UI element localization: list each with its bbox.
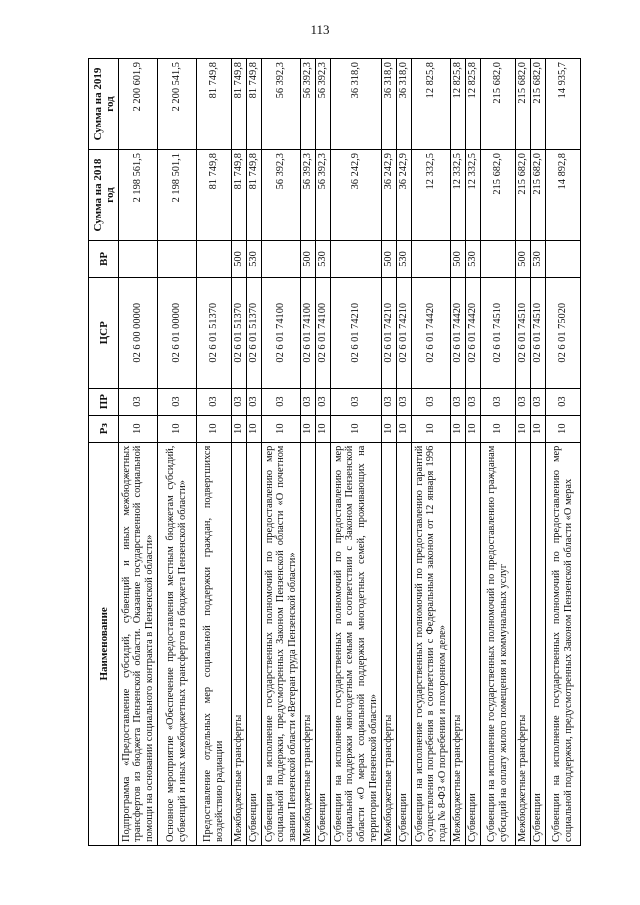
row-name: Субвенции — [531, 442, 546, 845]
row-csr: 02 6 01 75020 — [546, 277, 581, 388]
row-rz: 10 — [516, 415, 531, 442]
table-header-row — [89, 59, 119, 846]
row-sum-2018: 36 242,9 — [331, 150, 382, 241]
table-row — [382, 59, 397, 846]
row-rz: 10 — [262, 415, 301, 442]
row-sum-2018: 14 892,8 — [546, 150, 581, 241]
table-row — [397, 59, 412, 846]
row-rz: 10 — [232, 415, 247, 442]
row-rz: 10 — [382, 415, 397, 442]
row-rz: 10 — [451, 415, 466, 442]
row-sum-2018: 215 682,0 — [531, 150, 546, 241]
row-vr: 500 — [451, 241, 466, 278]
table-row — [197, 59, 232, 846]
row-pr: 03 — [119, 388, 158, 415]
row-rz: 10 — [466, 415, 481, 442]
table-row — [412, 59, 451, 846]
row-name: Субвенции — [247, 442, 262, 845]
row-csr: 02 6 01 74420 — [451, 277, 466, 388]
row-sum-2019: 36 318,0 — [331, 59, 382, 150]
row-vr: 530 — [247, 241, 262, 278]
row-vr — [481, 241, 516, 278]
header-pr: ПР — [89, 388, 119, 415]
row-sum-2018: 12 332,5 — [412, 150, 451, 241]
row-pr: 03 — [397, 388, 412, 415]
row-pr: 03 — [382, 388, 397, 415]
row-rz: 10 — [481, 415, 516, 442]
header-sum-2019: Сумма на 2019 год — [89, 59, 119, 150]
row-sum-2018: 36 242,9 — [397, 150, 412, 241]
table-row — [232, 59, 247, 846]
row-vr: 500 — [232, 241, 247, 278]
row-rz: 10 — [546, 415, 581, 442]
row-sum-2018: 2 198 501,1 — [158, 150, 197, 241]
row-vr — [412, 241, 451, 278]
row-rz: 10 — [397, 415, 412, 442]
table-row — [466, 59, 481, 846]
row-sum-2019: 36 318,0 — [382, 59, 397, 150]
row-name: Предоставление отдельных мер социальной поддержки граждан, подвергшихся воздействию радиации — [197, 442, 232, 845]
row-name: Субвенции на исполнение государственных полномочий по предоставлению мер социальной поддержки многодетным семьям в соответствии с Законом Пензенской области «О мерах социальной поддержки многодетных семей, проживающих на территории Пензенской области» — [331, 442, 382, 845]
row-vr — [197, 241, 232, 278]
row-name: Межбюджетные трансферты — [232, 442, 247, 845]
row-name: Межбюджетные трансферты — [301, 442, 316, 845]
row-csr: 02 6 01 74210 — [331, 277, 382, 388]
row-vr: 530 — [316, 241, 331, 278]
row-pr: 03 — [301, 388, 316, 415]
row-name: Межбюджетные трансферты — [451, 442, 466, 845]
row-sum-2018: 81 749,8 — [197, 150, 232, 241]
row-name: Субвенции — [466, 442, 481, 845]
row-sum-2018: 12 332,5 — [451, 150, 466, 241]
row-pr: 03 — [516, 388, 531, 415]
row-csr: 02 6 01 74510 — [481, 277, 516, 388]
row-csr: 02 6 01 51370 — [232, 277, 247, 388]
row-sum-2019: 56 392,3 — [301, 59, 316, 150]
row-pr: 03 — [412, 388, 451, 415]
row-pr: 03 — [262, 388, 301, 415]
row-vr: 500 — [301, 241, 316, 278]
row-rz: 10 — [301, 415, 316, 442]
header-name: Наименование — [89, 442, 119, 845]
row-name: Субвенции на исполнение государственных полномочий по предоставлению мер социальной поддержки, предусмотренных Законом Пензенской области «О мерах — [546, 442, 581, 845]
table-row — [546, 59, 581, 846]
row-sum-2019: 2 200 601,9 — [119, 59, 158, 150]
row-sum-2018: 81 749,8 — [232, 150, 247, 241]
row-name: Субвенции на исполнение государственных полномочий по предоставлению гражданам субсидий на оплату жилого помещения и коммунальных услуг — [481, 442, 516, 845]
row-vr — [158, 241, 197, 278]
row-pr: 03 — [331, 388, 382, 415]
table-row — [247, 59, 262, 846]
row-csr: 02 6 01 74100 — [262, 277, 301, 388]
budget-table — [88, 58, 581, 846]
row-vr: 530 — [397, 241, 412, 278]
row-name: Субвенции на исполнение государственных полномочий по предоставлению гарантий осуществления погребения в соответствии с Федеральным законом от 12 января 1996 года № 8-ФЗ «О погребении и похоронном деле» — [412, 442, 451, 845]
row-pr: 03 — [451, 388, 466, 415]
row-name: Субвенции — [316, 442, 331, 845]
row-csr: 02 6 01 74420 — [466, 277, 481, 388]
row-sum-2018: 2 198 561,5 — [119, 150, 158, 241]
row-pr: 03 — [546, 388, 581, 415]
row-sum-2019: 36 318,0 — [397, 59, 412, 150]
row-sum-2019: 81 749,8 — [247, 59, 262, 150]
row-pr: 03 — [247, 388, 262, 415]
row-pr: 03 — [232, 388, 247, 415]
row-csr: 02 6 01 74100 — [316, 277, 331, 388]
row-name: Основное мероприятие «Обеспечение предоставления местным бюджетам субсидий, субвенций и иных межбюджетных трансфертов из бюджета Пензенской области» — [158, 442, 197, 845]
row-csr: 02 6 01 74420 — [412, 277, 451, 388]
row-pr: 03 — [316, 388, 331, 415]
header-vr: ВР — [89, 241, 119, 278]
row-sum-2018: 56 392,3 — [262, 150, 301, 241]
row-csr: 02 6 01 74210 — [397, 277, 412, 388]
row-sum-2019: 81 749,8 — [232, 59, 247, 150]
row-rz: 10 — [531, 415, 546, 442]
row-name: Субвенции на исполнение государственных полномочий по предоставлению мер социальной поддержки, предусмотренных Законом Пензенской области «О почетном звании Пензенской области «Ветеран труда Пензенской области» — [262, 442, 301, 845]
row-sum-2019: 14 935,7 — [546, 59, 581, 150]
row-rz: 10 — [316, 415, 331, 442]
row-sum-2019: 12 825,8 — [466, 59, 481, 150]
row-rz: 10 — [119, 415, 158, 442]
row-sum-2018: 56 392,3 — [301, 150, 316, 241]
row-rz: 10 — [412, 415, 451, 442]
row-sum-2019: 56 392,3 — [316, 59, 331, 150]
row-csr: 02 6 01 51370 — [247, 277, 262, 388]
row-name: Субвенции — [397, 442, 412, 845]
row-csr: 02 6 01 74210 — [382, 277, 397, 388]
row-sum-2019: 2 200 541,5 — [158, 59, 197, 150]
row-vr — [119, 241, 158, 278]
row-sum-2019: 215 682,0 — [516, 59, 531, 150]
row-rz: 10 — [197, 415, 232, 442]
row-pr: 03 — [531, 388, 546, 415]
row-name: Подпрограмма «Предоставление субсидий, субвенций и иных межбюджетных трансфертов из бюджета Пензенской области. Оказание государственной социальной помощи на основании социального контракта в Пензенской области» — [119, 442, 158, 845]
row-sum-2019: 56 392,3 — [262, 59, 301, 150]
row-rz: 10 — [247, 415, 262, 442]
row-sum-2019: 215 682,0 — [481, 59, 516, 150]
header-csr: ЦСР — [89, 277, 119, 388]
row-vr — [262, 241, 301, 278]
row-csr: 02 6 01 00000 — [158, 277, 197, 388]
row-sum-2018: 215 682,0 — [481, 150, 516, 241]
table-row — [531, 59, 546, 846]
row-sum-2018: 215 682,0 — [516, 150, 531, 241]
table-row — [262, 59, 301, 846]
row-vr: 530 — [531, 241, 546, 278]
table-body — [119, 59, 581, 846]
rotated-table-container — [88, 58, 581, 846]
row-sum-2018: 12 332,5 — [466, 150, 481, 241]
table-row — [301, 59, 316, 846]
header-rz: Рз — [89, 415, 119, 442]
row-sum-2018: 36 242,9 — [382, 150, 397, 241]
row-pr: 03 — [197, 388, 232, 415]
table-row — [158, 59, 197, 846]
table-row — [516, 59, 531, 846]
row-vr: 500 — [516, 241, 531, 278]
row-pr: 03 — [466, 388, 481, 415]
page-number: 113 — [310, 22, 330, 37]
table-row — [316, 59, 331, 846]
table-row — [331, 59, 382, 846]
table-row — [451, 59, 466, 846]
row-name: Межбюджетные трансферты — [382, 442, 397, 845]
table-row — [119, 59, 158, 846]
row-csr: 02 6 00 00000 — [119, 277, 158, 388]
row-rz: 10 — [331, 415, 382, 442]
row-name: Межбюджетные трансферты — [516, 442, 531, 845]
row-vr — [546, 241, 581, 278]
row-sum-2019: 215 682,0 — [531, 59, 546, 150]
row-pr: 03 — [158, 388, 197, 415]
row-csr: 02 6 01 74100 — [301, 277, 316, 388]
row-vr — [331, 241, 382, 278]
row-pr: 03 — [481, 388, 516, 415]
row-sum-2018: 56 392,3 — [316, 150, 331, 241]
row-vr: 530 — [466, 241, 481, 278]
row-csr: 02 6 01 74510 — [516, 277, 531, 388]
row-sum-2019: 12 825,8 — [451, 59, 466, 150]
row-csr: 02 6 01 74510 — [531, 277, 546, 388]
row-sum-2018: 81 749,8 — [247, 150, 262, 241]
row-rz: 10 — [158, 415, 197, 442]
header-sum-2018: Сумма на 2018 год — [89, 150, 119, 241]
row-vr: 500 — [382, 241, 397, 278]
row-csr: 02 6 01 51370 — [197, 277, 232, 388]
table-row — [481, 59, 516, 846]
row-sum-2019: 81 749,8 — [197, 59, 232, 150]
row-sum-2019: 12 825,8 — [412, 59, 451, 150]
